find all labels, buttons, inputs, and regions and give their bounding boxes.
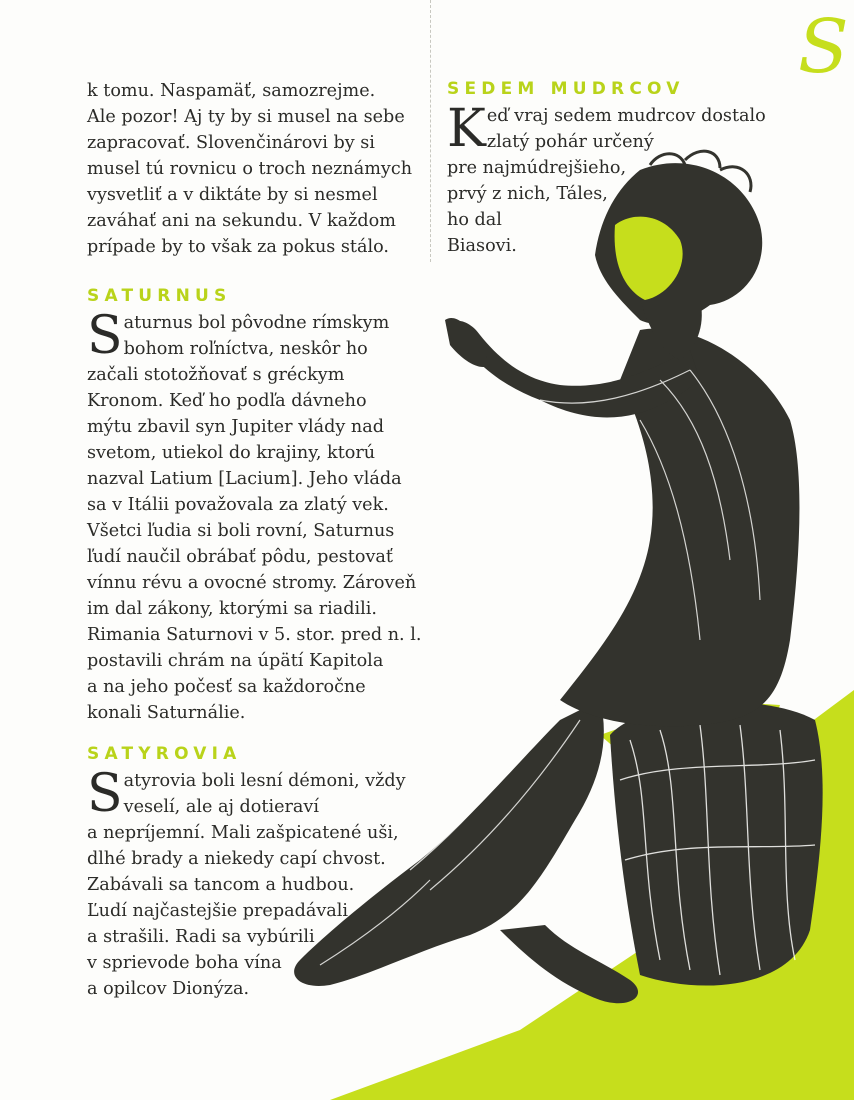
text-line: dlhé brady a niekedy capí chvost. [87, 849, 386, 869]
sedem-mudrcov-heading: SEDEM MUDRCOV [447, 79, 685, 99]
dropcap: K [447, 99, 486, 159]
saturnus-section [87, 285, 427, 726]
saturnus-paragraph [87, 306, 427, 726]
text-line: a nepríjemní. Mali zašpicatené uši, [87, 823, 399, 843]
text-line: prípade by to však za pokus stálo. [87, 237, 389, 257]
text-line: musel tú rovnicu o troch neznámych [87, 159, 413, 179]
text-line: pre najmúdrejšieho, [447, 158, 627, 178]
text-line: a opilcov Dionýza. [87, 979, 250, 999]
text-line: prvý z nich, Táles, [447, 184, 608, 204]
text-line: Všetci ľudia si boli rovní, Saturnus [87, 521, 395, 541]
text-line: Ale pozor! Aj ty by si musel na sebe [87, 107, 405, 127]
satyrovia-paragraph [87, 764, 427, 1002]
text-line: ľudí naučil obrábať pôdu, pestovať [87, 547, 393, 567]
satyrovia-heading: SATYROVIA [87, 744, 242, 764]
dropcap: S [87, 306, 123, 366]
satyrovia-section [87, 743, 427, 1002]
text-line: zapracovať. Slovenčinárovi by si [87, 133, 375, 153]
text-line: a na jeho počesť sa každoročne [87, 677, 366, 697]
text-line: Ľudí najčastejšie prepadávali [87, 901, 349, 921]
sedem-mudrcov-section [447, 78, 777, 259]
dropcap: S [87, 764, 123, 824]
text-line: svetom, utiekol do krajiny, ktorú [87, 443, 376, 463]
text-line: konali Saturnálie. [87, 703, 246, 723]
text-line: veselí, ale aj dotieraví [123, 797, 319, 817]
text-line: atyrovia boli lesní démoni, vždy [123, 771, 406, 791]
text-line: k tomu. Naspamäť, samozrejme. [87, 81, 376, 101]
text-line: eď vraj sedem mudrcov dostalo [486, 106, 766, 126]
text-line: a strašili. Radi sa vybúrili [87, 927, 315, 947]
section-letter-mark: S [798, 4, 849, 90]
text-line: aturnus bol pôvodne rímskym [123, 313, 390, 333]
text-line: mýtu zbavil syn Jupiter vlády nad [87, 417, 385, 437]
column-divider [430, 0, 431, 262]
text-line: im dal zákony, ktorými sa riadili. [87, 599, 377, 619]
text-line: sa v Itálii považovala za zlatý vek. [87, 495, 389, 515]
stump [610, 702, 823, 985]
text-line: zlatý pohár určený [486, 132, 654, 152]
foot-back [500, 925, 638, 1003]
text-line: nazval Latium [Lacium]. Jeho vláda [87, 469, 402, 489]
text-line: začali stotožňovať s gréckym [87, 365, 345, 385]
text-line: v sprievode boha vína [87, 953, 282, 973]
sedem-mudrcov-paragraph [447, 99, 777, 259]
text-line: ho dal [447, 210, 502, 230]
text-line: vínnu révu a ovocné stromy. Zároveň [87, 573, 417, 593]
saturnus-heading: SATURNUS [87, 286, 232, 306]
text-line: vysvetliť a v diktáte by si nesmel [87, 185, 378, 205]
text-line: Biasovi. [447, 236, 517, 256]
text-line: postavili chrám na úpätí Kapitola [87, 651, 384, 671]
text-line: Zabávali sa tancom a hudbou. [87, 875, 355, 895]
intro-paragraph [87, 78, 427, 260]
text-line: Kronom. Keď ho podľa dávneho [87, 391, 367, 411]
text-line: bohom roľníctva, neskôr ho [123, 339, 368, 359]
text-line: Rimania Saturnovi v 5. stor. pred n. l. [87, 625, 422, 645]
text-line: zaváhať ani na sekundu. V každom [87, 211, 396, 231]
